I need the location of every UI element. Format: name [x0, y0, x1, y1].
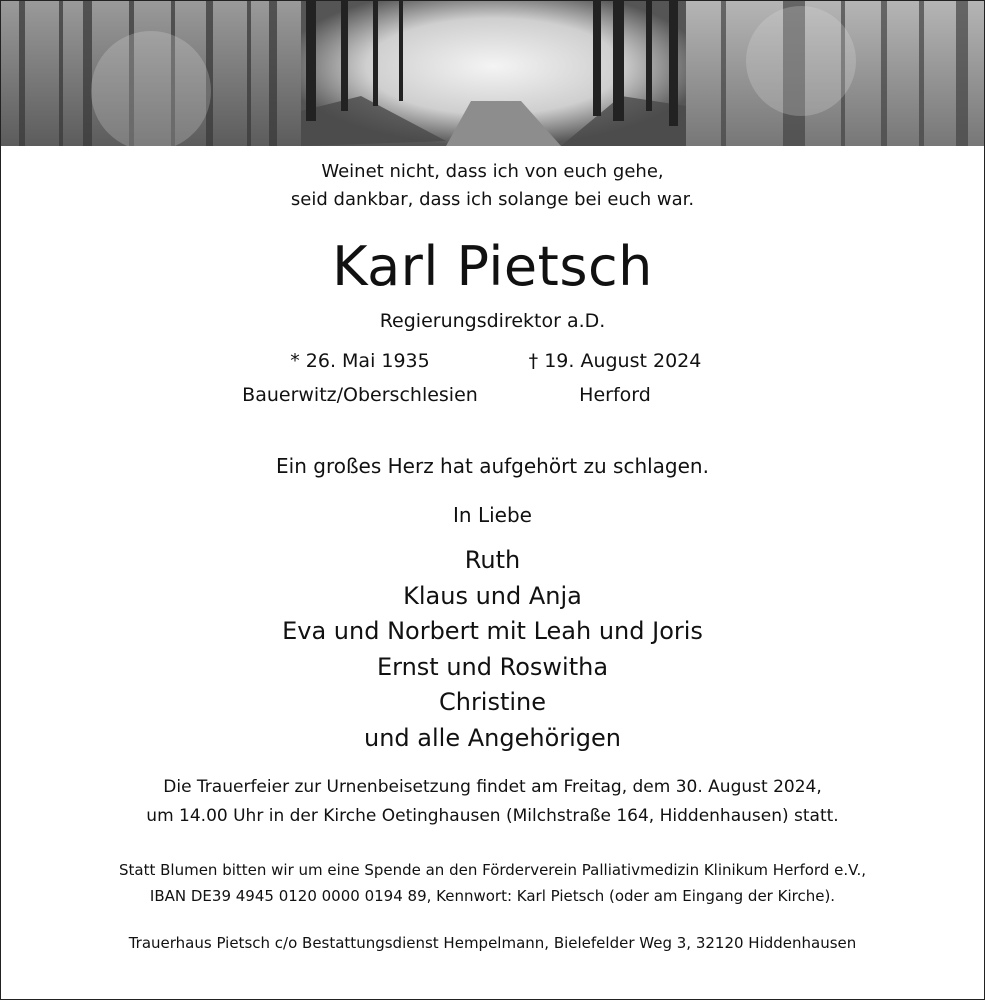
- death-info: [470, 344, 760, 412]
- poem-line-2: seid dankbar, dass ich solange bei euch war.: [290, 189, 695, 210]
- mourner-name: Christine: [438, 688, 547, 716]
- donation-line-2: IBAN DE39 4945 0120 0000 0194 89, Kennwort: Karl Pietsch (oder am Eingang der Kirche).: [149, 887, 836, 905]
- mourner-name: und alle Angehörigen: [364, 723, 621, 752]
- ceremony-notice: [0, 773, 985, 831]
- mourner-name: Klaus und Anja: [403, 581, 582, 610]
- poem-line-1: Weinet nicht, dass ich von euch gehe,: [321, 161, 664, 182]
- donation-notice: [0, 857, 985, 909]
- birth-info: [205, 344, 515, 412]
- birth-date: * 26. Mai 1935: [290, 350, 430, 372]
- in-love-label: In Liebe: [453, 503, 532, 527]
- donation-line-1: Statt Blumen bitten wir um eine Spende an den Förderverein Palliativmedizin Klinikum Herford e.V.,: [119, 861, 866, 879]
- forest-banner-image: [1, 1, 984, 146]
- memorial-poem: [0, 158, 985, 214]
- mourner-name: Ernst und Roswitha: [376, 652, 609, 681]
- deceased-title: Regierungsdirektor a.D.: [379, 310, 606, 332]
- death-place: Herford: [579, 384, 651, 406]
- ceremony-line-2: um 14.00 Uhr in der Kirche Oetinghausen (Milchstraße 164, Hiddenhausen) statt.: [146, 806, 839, 826]
- mourner-name: Eva und Norbert mit Leah und Joris: [282, 617, 703, 645]
- funeral-home-address: Trauerhaus Pietsch c/o Bestattungsdienst Hempelmann, Bielefelder Weg 3, 32120 Hiddenhausen: [128, 934, 857, 952]
- mourners-list: [0, 543, 985, 756]
- tagline: Ein großes Herz hat aufgehört zu schlagen.: [276, 454, 709, 478]
- deceased-name: Karl Pietsch: [332, 235, 653, 298]
- forest-path-illustration: [1, 1, 984, 146]
- death-date: † 19. August 2024: [528, 350, 702, 372]
- ceremony-line-1: Die Trauerfeier zur Urnenbeisetzung findet am Freitag, dem 30. August 2024,: [163, 777, 822, 797]
- birth-place: Bauerwitz/Oberschlesien: [242, 384, 478, 406]
- mourner-name: Ruth: [464, 546, 521, 574]
